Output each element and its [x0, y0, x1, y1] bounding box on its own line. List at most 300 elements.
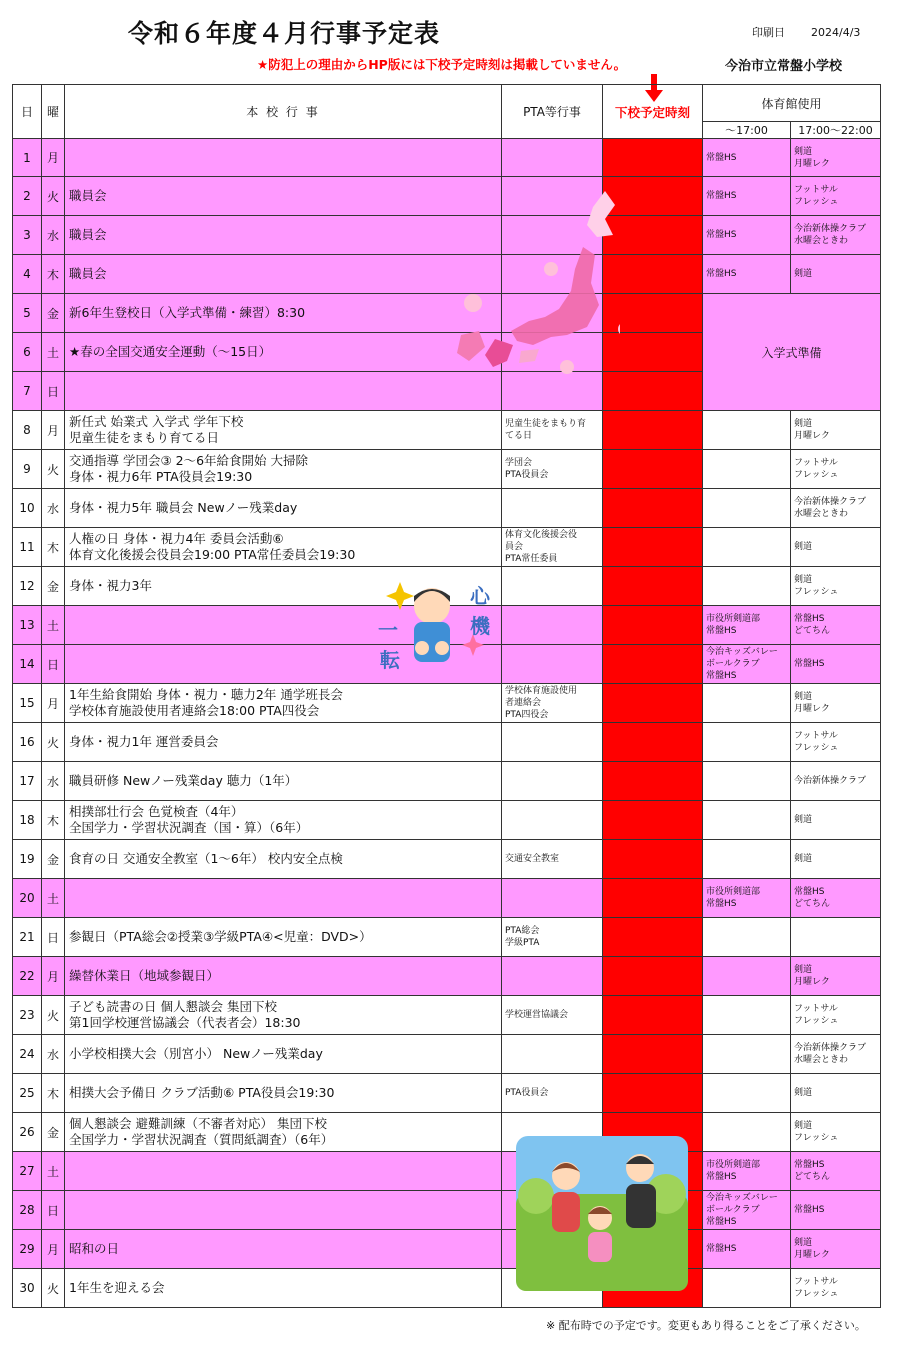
dismissal-cell [603, 450, 703, 489]
pta-cell [502, 567, 603, 606]
table-row [13, 489, 881, 528]
pta-cell-text: 児童生徒をまもり育 てる日 [505, 419, 587, 441]
dismissal-cell [603, 567, 703, 606]
day-cell-text: 14 [19, 657, 35, 671]
gym-early-cell [703, 801, 791, 840]
event-cell [65, 450, 502, 489]
weekday-cell-text: 水 [46, 501, 59, 516]
day-cell-text: 3 [23, 228, 31, 242]
gym-late-cell [791, 840, 881, 879]
weekday-cell-text: 日 [46, 930, 59, 945]
day-cell [13, 372, 42, 411]
gym-late-cell-text: 剣道 [794, 815, 813, 825]
pta-cell [502, 411, 603, 450]
event-cell-text: 新6年生登校日（入学式準備・練習）8:30 [69, 305, 306, 320]
event-cell [65, 255, 502, 294]
event-cell-text: 新任式 始業式 入学式 学年下校 児童生徒をまもり育てる日 [69, 414, 244, 445]
event-cell [65, 723, 502, 762]
table-row [13, 216, 881, 255]
pta-cell [502, 450, 603, 489]
day-cell [13, 684, 42, 723]
event-cell-text: 相撲大会予備日 クラブ活動⑥ PTA役員会19:30 [69, 1085, 335, 1100]
gym-late-cell-text: 今治新体操クラブ 水曜会ときわ [794, 1043, 867, 1065]
gym-late-cell [791, 255, 881, 294]
event-cell-text: 小学校相撲大会（別宮小） Newノー残業day [69, 1046, 323, 1061]
day-cell [13, 1152, 42, 1191]
day-cell-text: 22 [19, 969, 35, 983]
event-cell [65, 1035, 502, 1074]
gym-late-cell [791, 1191, 881, 1230]
gym-late-cell [791, 177, 881, 216]
weekday-cell [42, 1230, 65, 1269]
weekday-cell [42, 372, 65, 411]
gym-early-cell-text: 今治キッズバレー ボールクラブ 常盤HS [706, 1193, 778, 1227]
gym-late-cell [791, 1035, 881, 1074]
event-cell-text: 個人懇談会 避難訓練（不審者対応） 集団下校 全国学力・学習状況調査（質問紙調査）（6年） [69, 1116, 334, 1147]
gym-late-cell-text: 剣道 [794, 269, 813, 279]
event-cell [65, 177, 502, 216]
gym-late-cell [791, 684, 881, 723]
print-date [752, 24, 860, 40]
event-cell [65, 1230, 502, 1269]
day-cell [13, 918, 42, 957]
weekday-cell-text: 月 [46, 423, 59, 438]
gym-early-cell-text: 常盤HS [706, 1244, 737, 1254]
day-cell-text: 21 [19, 930, 35, 944]
event-cell [65, 1269, 502, 1308]
schedule-table [12, 84, 881, 1308]
table-row [13, 177, 881, 216]
gym-early-cell [703, 1230, 791, 1269]
weekday-cell-text: 火 [46, 1008, 59, 1023]
gym-late-cell-text: 剣道 [794, 1088, 813, 1098]
event-cell [65, 1191, 502, 1230]
event-cell-text: ★春の全国交通安全運動（～15日） [69, 344, 272, 359]
weekday-cell [42, 723, 65, 762]
pta-cell [502, 645, 603, 684]
pta-cell [502, 840, 603, 879]
day-cell-text: 11 [19, 540, 35, 554]
day-cell-text: 10 [19, 501, 35, 515]
event-cell-text: 繰替休業日（地域参観日） [69, 968, 220, 983]
table-row [13, 1191, 881, 1230]
gym-late-cell-text: フットサル フレッシュ [794, 1004, 839, 1026]
day-cell [13, 1074, 42, 1113]
day-cell-text: 8 [23, 423, 31, 437]
gym-late-cell-text: 剣道 [794, 542, 813, 552]
gym-early-cell [703, 1113, 791, 1152]
gym-late-cell [791, 723, 881, 762]
gym-early-cell [703, 216, 791, 255]
day-cell [13, 1191, 42, 1230]
day-cell-text: 25 [19, 1086, 35, 1100]
day-cell-text: 13 [19, 618, 35, 632]
gym-late-cell-text: 剣道 フレッシュ [794, 575, 839, 597]
pta-cell-text: 学校体育施設使用 者連絡会 PTA四役会 [505, 686, 578, 720]
weekday-cell-text: 水 [46, 1047, 59, 1062]
gym-early-cell [703, 645, 791, 684]
day-cell [13, 606, 42, 645]
gym-early-cell-text: 市役所剣道部 常盤HS [706, 614, 761, 636]
gym-late-cell-text: 剣道 フレッシュ [794, 1121, 839, 1143]
gym-late-cell [791, 957, 881, 996]
gym-late-cell [791, 606, 881, 645]
gym-late-cell [791, 879, 881, 918]
gym-late-cell [791, 1269, 881, 1308]
pta-cell [502, 1074, 603, 1113]
weekday-cell-text: 土 [46, 345, 59, 360]
event-cell [65, 1113, 502, 1152]
pta-cell-text: PTA総会 学級PTA [505, 926, 540, 948]
gym-early-cell [703, 177, 791, 216]
gym-early-cell [703, 450, 791, 489]
pta-cell [502, 918, 603, 957]
gym-late-cell-text: 常盤HS どてちん [794, 1160, 831, 1182]
yojijukugo-char-1: 一 [378, 618, 398, 642]
event-cell [65, 957, 502, 996]
header-weekday: 曜 [42, 85, 65, 139]
header-events: 本 校 行 事 [65, 85, 502, 139]
dismissal-cell [603, 606, 703, 645]
weekday-cell-text: 日 [46, 384, 59, 399]
pta-cell [502, 1035, 603, 1074]
day-cell [13, 1035, 42, 1074]
day-cell-text: 2 [23, 189, 31, 203]
gym-early-cell [703, 489, 791, 528]
table-row [13, 1035, 881, 1074]
yojijukugo-char-3: 機 [470, 614, 490, 638]
event-cell-text: 相撲部壮行会 色覚検査（4年） 全国学力・学習状況調査（国・算）（6年） [69, 804, 309, 835]
event-cell [65, 879, 502, 918]
event-cell-text: 職員研修 Newノー残業day 聴力（1年） [69, 773, 298, 788]
gym-late-cell-text: 常盤HS どてちん [794, 887, 831, 909]
header-gym: 体育館使用 [703, 85, 881, 122]
event-cell [65, 411, 502, 450]
gym-early-cell-text: 常盤HS [706, 191, 737, 201]
day-cell-text: 9 [23, 462, 31, 476]
day-cell-text: 26 [19, 1125, 35, 1139]
weekday-cell-text: 金 [46, 306, 59, 321]
table-row [13, 957, 881, 996]
gym-late-cell-text: フットサル フレッシュ [794, 731, 839, 753]
event-cell [65, 216, 502, 255]
weekday-cell [42, 528, 65, 567]
gym-early-cell [703, 762, 791, 801]
gym-early-cell [703, 606, 791, 645]
event-cell-text: 子ども読書の日 個人懇談会 集団下校 第1回学校運営協議会（代表者会）18:30 [69, 999, 301, 1030]
dismissal-cell [603, 139, 703, 177]
day-cell [13, 801, 42, 840]
day-cell [13, 879, 42, 918]
gym-prep-cell: 入学式準備 [703, 294, 881, 411]
event-cell [65, 333, 502, 372]
day-cell-text: 27 [19, 1164, 35, 1178]
gym-late-cell [791, 1152, 881, 1191]
day-cell [13, 333, 42, 372]
weekday-cell [42, 606, 65, 645]
pta-cell [502, 957, 603, 996]
event-cell-text: 職員会 [69, 227, 107, 242]
dismissal-cell [603, 1074, 703, 1113]
weekday-cell [42, 840, 65, 879]
day-cell-text: 1 [23, 150, 31, 165]
gym-late-cell-text: 今治新体操クラブ [794, 776, 867, 786]
weekday-cell [42, 216, 65, 255]
event-cell-text: 身体・視力5年 職員会 Newノー残業day [69, 500, 298, 515]
gym-early-cell-text: 常盤HS [706, 152, 737, 163]
day-cell-text: 23 [19, 1008, 35, 1022]
event-cell [65, 372, 502, 411]
pta-cell [502, 684, 603, 723]
gym-early-cell [703, 840, 791, 879]
gym-early-cell-text: 市役所剣道部 常盤HS [706, 887, 761, 909]
table-row [13, 139, 881, 177]
pta-cell-text: PTA役員会 [505, 1088, 549, 1098]
dismissal-cell [603, 411, 703, 450]
footer-note: ※ 配布時での予定です。変更もあり得ることをご了承ください。 [546, 1319, 866, 1332]
weekday-cell-text: 日 [46, 657, 59, 672]
weekday-cell-text: 月 [46, 1242, 59, 1257]
gym-early-cell [703, 1152, 791, 1191]
pta-cell-text: 学校運営協議会 [505, 1010, 569, 1020]
dismissal-cell [603, 801, 703, 840]
table-row [13, 255, 881, 294]
gym-late-cell-text: 常盤HS [794, 1205, 825, 1215]
event-cell-text: 食育の日 交通安全教室（1～6年） 校内安全点検 [69, 851, 343, 866]
dismissal-cell [603, 528, 703, 567]
day-cell [13, 255, 42, 294]
event-cell-text: 参観日（PTA総会②授業③学級PTA④<児童：DVD>） [69, 929, 372, 944]
weekday-cell [42, 450, 65, 489]
weekday-cell-text: 土 [46, 891, 59, 906]
gym-late-cell-text: 剣道 月曜レク [794, 692, 830, 714]
event-cell-text: 職員会 [69, 188, 107, 203]
gym-late-cell-text: 剣道 月曜レク [794, 419, 830, 441]
school-name: 今治市立常盤小学校 [725, 59, 843, 74]
dismissal-cell [603, 762, 703, 801]
header-gym-late: 17:00～22:00 [791, 122, 881, 139]
event-cell-text: 身体・視力3年 [69, 578, 152, 593]
gym-early-cell [703, 723, 791, 762]
event-cell-text: 昭和の日 [69, 1241, 120, 1256]
gym-late-cell [791, 450, 881, 489]
gym-early-cell [703, 957, 791, 996]
gym-early-cell [703, 1191, 791, 1230]
gym-late-cell [791, 1074, 881, 1113]
gym-late-cell-text: 今治新体操クラブ 水曜会ときわ [794, 224, 867, 246]
weekday-cell [42, 762, 65, 801]
weekday-cell-text: 金 [46, 579, 59, 594]
weekday-cell [42, 1269, 65, 1308]
dismissal-cell [603, 918, 703, 957]
day-cell-text: 17 [19, 774, 35, 788]
event-cell-text: 人権の日 身体・視力4年 委員会活動⑥ 体育文化後援会役員会19:00 PTA常任委員会19:30 [69, 531, 356, 562]
gym-early-cell [703, 1074, 791, 1113]
event-cell [65, 801, 502, 840]
table-row [13, 879, 881, 918]
day-cell [13, 645, 42, 684]
day-cell-text: 12 [19, 579, 35, 593]
gym-late-cell-text: フットサル フレッシュ [794, 458, 839, 480]
gym-late-cell-text: 剣道 [794, 854, 813, 864]
day-cell-text: 29 [19, 1242, 35, 1256]
gym-late-cell [791, 528, 881, 567]
dismissal-cell [603, 723, 703, 762]
day-cell-text: 24 [19, 1047, 35, 1061]
header-day: 日 [13, 85, 42, 139]
weekday-cell-text: 日 [46, 1203, 59, 1218]
event-cell-text: 身体・視力1年 運営委員会 [69, 734, 219, 749]
day-cell [13, 450, 42, 489]
gym-late-cell [791, 489, 881, 528]
event-cell-text: 交通指導 学団会③ 2～6年給食開始 大掃除 身体・視力6年 PTA役員会19:30 [69, 453, 309, 484]
table-row [13, 450, 881, 489]
weekday-cell-text: 木 [46, 813, 59, 828]
gym-late-cell [791, 762, 881, 801]
event-cell [65, 489, 502, 528]
day-cell-text: 28 [19, 1203, 35, 1217]
family-walking-illustration [516, 1136, 688, 1291]
day-cell-text: 19 [19, 852, 35, 866]
pta-cell [502, 528, 603, 567]
weekday-cell [42, 294, 65, 333]
gym-late-cell [791, 918, 881, 957]
boy-illustration [378, 578, 498, 678]
weekday-cell [42, 684, 65, 723]
dismissal-cell [603, 645, 703, 684]
gym-early-cell [703, 879, 791, 918]
event-cell [65, 139, 502, 177]
weekday-cell-text: 火 [46, 462, 59, 477]
weekday-cell [42, 879, 65, 918]
day-cell-text: 7 [23, 384, 31, 398]
weekday-cell-text: 月 [46, 696, 59, 711]
day-cell [13, 957, 42, 996]
table-row [13, 684, 881, 723]
day-cell [13, 723, 42, 762]
gym-early-cell [703, 918, 791, 957]
weekday-cell-text: 火 [46, 735, 59, 750]
table-row [13, 411, 881, 450]
print-date-value: 2024/4/3 [811, 26, 861, 39]
weekday-cell [42, 918, 65, 957]
gym-late-cell-text: 常盤HS どてちん [794, 614, 831, 636]
event-cell [65, 840, 502, 879]
dismissal-cell [603, 489, 703, 528]
event-cell [65, 1152, 502, 1191]
table-row [13, 294, 881, 333]
header-dismissal: 下校予定時刻 [603, 85, 703, 139]
header-pta: PTA等行事 [502, 85, 603, 139]
day-cell-text: 18 [19, 813, 35, 827]
day-cell [13, 411, 42, 450]
day-cell [13, 1230, 42, 1269]
pta-cell [502, 996, 603, 1035]
weekday-cell-text: 月 [46, 151, 59, 165]
table-row [13, 1074, 881, 1113]
gym-late-cell-text: フットサル フレッシュ [794, 185, 839, 207]
day-cell [13, 840, 42, 879]
gym-early-cell [703, 255, 791, 294]
day-cell [13, 177, 42, 216]
print-label: 印刷日 [752, 26, 785, 39]
gym-early-cell [703, 1269, 791, 1308]
weekday-cell [42, 1035, 65, 1074]
pta-cell [502, 801, 603, 840]
security-notice: ★防犯上の理由からHP版には下校予定時刻は掲載していません。 [257, 57, 627, 72]
pta-cell [502, 606, 603, 645]
day-cell [13, 139, 42, 177]
gym-late-cell-text: 剣道 月曜レク [794, 146, 830, 169]
day-cell-text: 6 [23, 345, 31, 359]
weekday-cell-text: 火 [46, 189, 59, 204]
day-cell [13, 294, 42, 333]
table-row [13, 1269, 881, 1308]
table-row [13, 762, 881, 801]
event-cell [65, 294, 502, 333]
event-cell-text: 1年生給食開始 身体・視力・聴力2年 通学班長会 学校体育施設使用者連絡会18:00 PTA四役会 [69, 687, 343, 718]
weekday-cell [42, 1074, 65, 1113]
day-cell-text: 30 [19, 1281, 35, 1295]
weekday-cell [42, 255, 65, 294]
weekday-cell-text: 木 [46, 1086, 59, 1101]
gym-late-cell-text: 剣道 月曜レク [794, 965, 830, 987]
gym-early-cell-text: 常盤HS [706, 230, 737, 240]
weekday-cell-text: 金 [46, 1125, 59, 1140]
weekday-cell [42, 1191, 65, 1230]
table-row [13, 1230, 881, 1269]
dismissal-cell [603, 879, 703, 918]
day-cell [13, 762, 42, 801]
day-cell-text: 20 [19, 891, 35, 905]
day-cell [13, 489, 42, 528]
gym-early-cell-text: 市役所剣道部 常盤HS [706, 1160, 761, 1182]
day-cell [13, 567, 42, 606]
pta-cell [502, 762, 603, 801]
weekday-cell-text: 水 [46, 774, 59, 789]
pta-cell [502, 723, 603, 762]
gym-early-cell [703, 411, 791, 450]
table-row [13, 996, 881, 1035]
day-cell-text: 4 [23, 267, 31, 281]
table-row [13, 723, 881, 762]
gym-early-cell-text: 常盤HS [706, 269, 737, 279]
gym-late-cell [791, 216, 881, 255]
pta-cell [502, 489, 603, 528]
gym-early-cell-text: 今治キッズバレー ボールクラブ 常盤HS [706, 647, 778, 681]
day-cell [13, 528, 42, 567]
gym-early-cell [703, 684, 791, 723]
table-row [13, 801, 881, 840]
day-cell [13, 216, 42, 255]
weekday-cell [42, 489, 65, 528]
weekday-cell [42, 567, 65, 606]
day-cell [13, 1269, 42, 1308]
gym-early-cell [703, 139, 791, 177]
gym-early-cell [703, 528, 791, 567]
yojijukugo-char-2: 心 [470, 584, 490, 608]
day-cell [13, 996, 42, 1035]
weekday-cell [42, 996, 65, 1035]
pta-cell-text: 学団会 PTA役員会 [505, 458, 549, 480]
weekday-cell [42, 411, 65, 450]
gym-early-cell [703, 996, 791, 1035]
event-cell [65, 684, 502, 723]
weekday-cell-text: 土 [46, 618, 59, 633]
gym-late-cell [791, 801, 881, 840]
gym-late-cell [791, 645, 881, 684]
yojijukugo-char-4: 転 [380, 648, 400, 672]
